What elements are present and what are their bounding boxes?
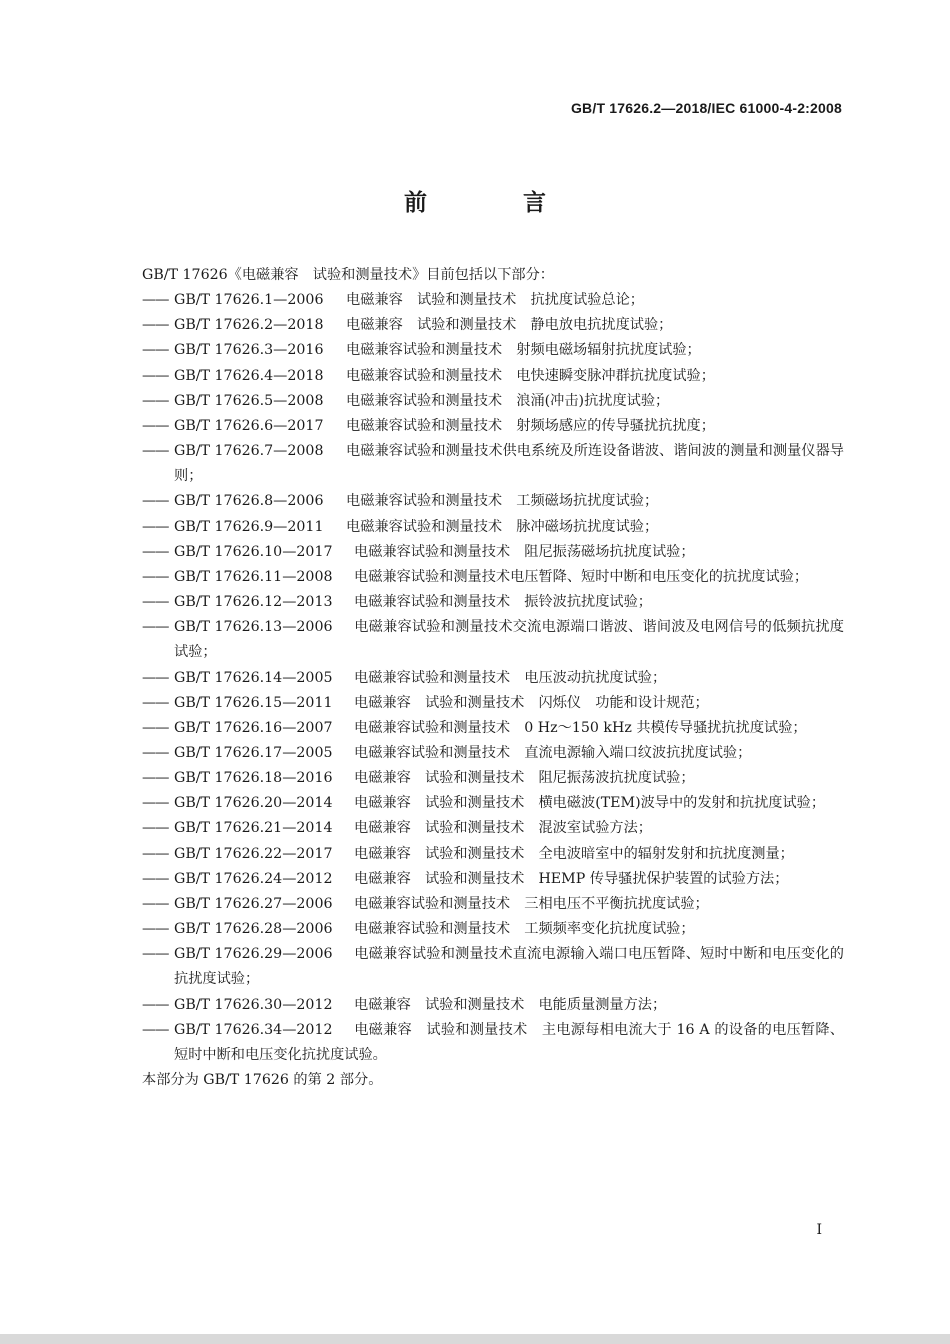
list-item-body (174, 364, 844, 389)
standard-code: GB/T 17626.5—2008 (174, 392, 324, 409)
standard-title: 电磁兼容试验和测量技术 射频电磁场辐射抗扰度试验； (346, 342, 701, 359)
standard-code: GB/T 17626.15—2011 (174, 694, 333, 711)
list-item (142, 313, 844, 338)
list-dash: —— (142, 744, 169, 761)
closing-paragraph: 本部分为 GB/T 17626 的第 2 部分。 (142, 1072, 383, 1088)
list-dash: —— (142, 1021, 169, 1038)
standard-title: 电磁兼容试验和测量技术 电快速瞬变脉冲群抗扰度试验； (346, 367, 715, 384)
list-item (142, 892, 844, 917)
standard-title: 电磁兼容试验和测量技术 三相电压不平衡抗扰度试验； (354, 895, 709, 912)
standard-title: 电磁兼容试验和测量技术直流电源输入端口电压暂降、短时中断和电压变化的抗扰度试验； (174, 946, 844, 988)
list-item-body (174, 590, 844, 615)
standard-code: GB/T 17626.16—2007 (174, 719, 333, 736)
list-dash: —— (142, 619, 169, 636)
standard-code: GB/T 17626.6—2017 (174, 417, 324, 434)
list-dash: —— (142, 518, 169, 535)
standard-title: 电磁兼容 试验和测量技术 HEMP 传导骚扰保护装置的试验方法； (354, 870, 789, 887)
list-item-body (174, 313, 844, 338)
standard-code: GB/T 17626.12—2013 (174, 594, 333, 611)
standard-code: GB/T 17626.22—2017 (174, 845, 333, 862)
list-dash: —— (142, 845, 169, 862)
standard-title: 电磁兼容试验和测量技术 浪涌(冲击)抗扰度试验； (346, 392, 670, 409)
list-dash: —— (142, 342, 169, 359)
standard-code: GB/T 17626.24—2012 (174, 870, 333, 887)
standard-title: 电磁兼容试验和测量技术 振铃波抗扰度试验； (354, 594, 652, 611)
list-item-body (174, 917, 844, 942)
standard-title: 电磁兼容试验和测量技术 射频场感应的传导骚扰抗扰度； (346, 417, 715, 434)
list-dash: —— (142, 443, 169, 460)
list-item (142, 942, 844, 992)
list-dash: —— (142, 719, 169, 736)
standard-title: 电磁兼容试验和测量技术 工频磁场抗扰度试验； (346, 493, 659, 510)
standard-title: 电磁兼容 试验和测量技术 主电源每相电流大于 16 A 的设备的电压暂降、短时中断和电压变化抗扰度试验。 (174, 1021, 844, 1063)
standard-title: 电磁兼容试验和测量技术 直流电源输入端口纹波抗扰度试验； (354, 744, 752, 761)
page-title: 前 言 (403, 190, 590, 216)
list-item (142, 489, 844, 514)
list-item (142, 791, 844, 816)
standard-code: GB/T 17626.21—2014 (174, 820, 333, 837)
standard-code: GB/T 17626.17—2005 (174, 744, 333, 761)
list-dash: —— (142, 770, 169, 787)
list-item (142, 540, 844, 565)
standard-code: GB/T 17626.27—2006 (174, 895, 333, 912)
list-item-body (174, 993, 844, 1018)
list-dash: —— (142, 870, 169, 887)
standard-code: GB/T 17626.20—2014 (174, 795, 333, 812)
list-item (142, 666, 844, 691)
standard-code: GB/T 17626.18—2016 (174, 770, 333, 787)
list-dash: —— (142, 895, 169, 912)
standard-title: 电磁兼容试验和测量技术 工频频率变化抗扰度试验； (354, 921, 695, 938)
standard-title: 电磁兼容试验和测量技术 0 Hz～150 kHz 共模传导骚扰抗扰度试验； (354, 719, 807, 736)
list-dash: —— (142, 669, 169, 686)
standard-code: GB/T 17626.10—2017 (174, 543, 333, 560)
standard-code: GB/T 17626.30—2012 (174, 996, 333, 1013)
standard-code: GB/T 17626.9—2011 (174, 518, 324, 535)
list-item-body (174, 741, 844, 766)
list-item-body (174, 338, 844, 363)
standard-code: GB/T 17626.8—2006 (174, 493, 324, 510)
standard-title: 电磁兼容试验和测量技术电压暂降、短时中断和电压变化的抗扰度试验； (354, 568, 809, 585)
list-dash: —— (142, 367, 169, 384)
standard-code: GB/T 17626.2—2018 (174, 317, 324, 334)
standard-title: 电磁兼容 试验和测量技术 抗扰度试验总论； (346, 292, 644, 309)
list-item (142, 867, 844, 892)
standard-title: 电磁兼容 试验和测量技术 混波室试验方法； (354, 820, 652, 837)
list-item (142, 842, 844, 867)
list-item-body (174, 816, 844, 841)
list-item-body (174, 892, 844, 917)
list-item-body (174, 565, 844, 590)
list-dash: —— (142, 820, 169, 837)
list-dash: —— (142, 417, 169, 434)
list-dash: —— (142, 317, 169, 334)
standard-title: 电磁兼容 试验和测量技术 静电放电抗扰度试验； (346, 317, 673, 334)
list-item-body (174, 414, 844, 439)
list-item (142, 439, 844, 489)
intro-paragraph: GB/T 17626《电磁兼容 试验和测量技术》目前包括以下部分： (142, 267, 554, 283)
standard-code: GB/T 17626.34—2012 (174, 1021, 333, 1038)
list-dash: —— (142, 946, 169, 963)
standard-title: 电磁兼容试验和测量技术交流电源端口谐波、谐间波及电网信号的低频抗扰度试验； (174, 619, 844, 661)
standard-title: 电磁兼容 试验和测量技术 电能质量测量方法； (354, 996, 667, 1013)
list-item (142, 389, 844, 414)
list-item (142, 993, 844, 1018)
list-item-body (174, 439, 844, 489)
list-dash: —— (142, 543, 169, 560)
list-item (142, 716, 844, 741)
list-dash: —— (142, 996, 169, 1013)
standard-code: GB/T 17626.3—2016 (174, 342, 324, 359)
list-item (142, 565, 844, 590)
list-item (142, 590, 844, 615)
list-item-body (174, 716, 844, 741)
standard-code: GB/T 17626.11—2008 (174, 568, 333, 585)
standard-title: 电磁兼容 试验和测量技术 全电波暗室中的辐射发射和抗扰度测量； (354, 845, 794, 862)
list-dash: —— (142, 493, 169, 510)
list-item-body (174, 666, 844, 691)
standard-title: 电磁兼容试验和测量技术 电压波动抗扰度试验； (354, 669, 667, 686)
list-item-body (174, 691, 844, 716)
list-item-body (174, 1018, 844, 1068)
list-dash: —— (142, 568, 169, 585)
list-item (142, 414, 844, 439)
list-item-body (174, 489, 844, 514)
list-item (142, 766, 844, 791)
list-dash: —— (142, 392, 169, 409)
list-item (142, 515, 844, 540)
list-item (142, 338, 844, 363)
list-item (142, 691, 844, 716)
list-item (142, 288, 844, 313)
list-item-body (174, 515, 844, 540)
list-dash: —— (142, 292, 169, 309)
standard-title: 电磁兼容试验和测量技术 阻尼振荡磁场抗扰度试验； (354, 543, 695, 560)
standard-code: GB/T 17626.29—2006 (174, 946, 333, 963)
standard-title: 电磁兼容 试验和测量技术 阻尼振荡波抗扰度试验； (354, 770, 695, 787)
scan-bottom-edge (0, 1334, 950, 1344)
list-item (142, 1018, 844, 1068)
list-item-body (174, 791, 844, 816)
page-number: I (816, 1222, 822, 1238)
list-dash: —— (142, 795, 169, 812)
standard-code: GB/T 17626.1—2006 (174, 292, 324, 309)
list-item-body (174, 842, 844, 867)
list-item (142, 615, 844, 665)
standard-code: GB/T 17626.4—2018 (174, 367, 324, 384)
list-item (142, 741, 844, 766)
standard-code: GB/T 17626.28—2006 (174, 921, 333, 938)
list-dash: —— (142, 921, 169, 938)
list-item-body (174, 288, 844, 313)
list-item-body (174, 615, 844, 665)
list-item (142, 816, 844, 841)
standard-title: 电磁兼容 试验和测量技术 横电磁波(TEM)波导中的发射和抗扰度试验； (354, 795, 826, 812)
standard-title: 电磁兼容试验和测量技术供电系统及所连设备谐波、谐间波的测量和测量仪器导则； (174, 443, 844, 485)
list-item-body (174, 867, 844, 892)
list-item-body (174, 389, 844, 414)
standard-code: GB/T 17626.13—2006 (174, 619, 333, 636)
standard-title: 电磁兼容试验和测量技术 脉冲磁场抗扰度试验； (346, 518, 659, 535)
list-item-body (174, 766, 844, 791)
document-body (142, 263, 844, 1093)
standards-list (142, 288, 844, 1068)
list-dash: —— (142, 594, 169, 611)
list-item-body (174, 942, 844, 992)
standard-title: 电磁兼容 试验和测量技术 闪烁仪 功能和设计规范； (354, 694, 709, 711)
standard-code: GB/T 17626.14—2005 (174, 669, 333, 686)
list-item-body (174, 540, 844, 565)
standard-number-header: GB/T 17626.2—2018/IEC 61000-4-2:2008 (570, 100, 842, 116)
list-dash: —— (142, 694, 169, 711)
list-item (142, 917, 844, 942)
list-item (142, 364, 844, 389)
standard-code: GB/T 17626.7—2008 (174, 443, 324, 460)
